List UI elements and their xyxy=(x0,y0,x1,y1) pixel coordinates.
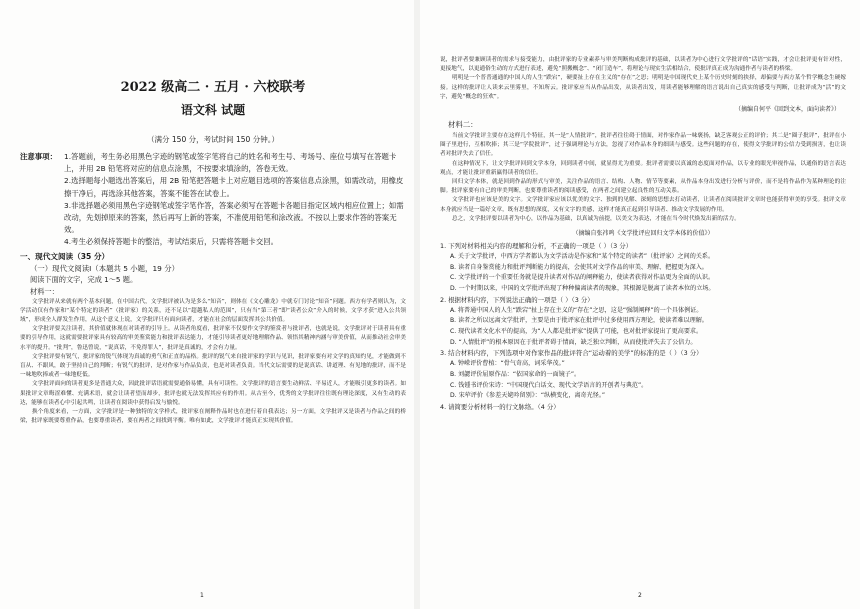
question-option: D. 宋荦评价《参差天姥吟留别》：“纵横变化，离奇光怪。” xyxy=(450,392,606,400)
page-number: 2 xyxy=(638,592,642,599)
question-option: A. 将普通中国人的人生“跌宕”扯上存在主义的“存在”之思，这是“强制阐释”的一个具体例证。 xyxy=(450,306,703,314)
question-stem: 3. 结合材料内容，下列选项中对作家作品的批评符合“运动着的美学”的标准的是（ ）（3 分） xyxy=(440,349,703,358)
page-two xyxy=(420,0,860,609)
material-two-paragraph: 总之，文学批评要以读者为中心，以作品为基础，以真诚为前提，以美文为表达，才能在当今时代焕发出新的活力。 xyxy=(452,215,740,222)
material-one-paragraph: 文学批评面向的读者更多是普通大众，因此批评话语就需要通俗易懂，具有可读性。文学批评的语言要生动鲜活、平易近人，才能吸引更多的读者。如果批评文章晦涩难懂、充满术语，就会让读者望而却步，批评也就无法发挥其应有的作用。从古至今，优秀的文学批评往往既有理论深度，又有生动的表达，能够在读者心中引起共鸣，让读者在阅读中获得启发与愉悦。 xyxy=(20,381,406,406)
note-item: 1.答题前，考生务必用黑色字迹的钢笔或签字笔将自己的姓名和考生号、考场号、座位号填写在答题卡上，并用 2B 铅笔将对应的信息点涂黑，不按要求填涂的，答卷无效。 xyxy=(64,152,397,174)
question-option: C. 现代读者文化水平的提高，为“人人都是批评家”提供了可能，也对批评家提出了更高要求。 xyxy=(450,328,703,336)
section-heading: 一、现代文阅读（35 分） xyxy=(20,251,110,261)
question-block xyxy=(440,241,846,413)
material-one-paragraph: 说，批评者要兼顾读者的需求与接受能力，由批评家的专业素养与审美判断构成批评的基础，以读者为中心进行文学批评的“话语”实践，才会让批评更有针对性，更接地气，以更通俗生动的方式进行表述，避免“照搬概念”、“闭门造车”，将理论与现实生活相结合，使批评真正成为沟通作者与读者的桥梁。 xyxy=(440,57,846,73)
score-line: （满分 150 分，考试时间 150 分钟。） xyxy=(147,135,279,144)
question-option: C. 钱锺书评价宋诗：“中国现代白话文、现代文学语言的开创者与典范”。 xyxy=(450,381,648,389)
question-option: C. 文学批评的一个重要任务就是提升读者对作品的阐释能力，使读者获得对作品更为全面的认识。 xyxy=(450,274,715,282)
material-one-paragraph: 文学批评要关注读者，其价值就体现在对读者的引导上。从读者角度看，批评家不仅要作文学的鉴赏者与批评者，也就是说，文学批评对于读者具有重要的引导作用，这就需要批评家具有较高的审美鉴赏能力和批评表达能力，才能引导读者更好地理解作品、领悟其精神内涵与审美价值，从而推动社会审美水平的提升。“批判”，鲁迅曾说，“说真话，不免得罪人”，批评是真诚的，才会有力量。 xyxy=(20,326,406,351)
material-one-paragraph: 文学批评要有锐气，批评家的锐气体现为真诚的勇气和正直的品格。批评的锐气来自批评家的学识与见识，批评家要有对文学的真知灼见，才能做到不盲从、不跟风，敢于坚持自己的判断；有锐气的批评，是对作家与作品负责，也是对读者负责。当代文坛需要的是说真话、讲道理、有见地的批评，而不是一味地吹捧或者一味地贬低。 xyxy=(20,353,406,379)
question-option: B. 读者之所以远离文学批评，主要是由于批评家在批评中过多使用西方理论，使读者难以理解。 xyxy=(450,317,708,325)
notes-block xyxy=(20,151,406,249)
reading-instruction: 阅读下面的文字，完成 1～5 题。 xyxy=(30,274,138,284)
exam-title: 2022 级高二 · 五月 · 六校联考 xyxy=(120,80,306,95)
question-option: B. 读者自身鉴赏能力和批评判断能力的提高，会使其对文学作品的审美、理解、把握更为深入。 xyxy=(450,263,708,271)
subject-title: 语文科 试题 xyxy=(180,103,246,117)
page-one xyxy=(0,0,414,609)
material-two-paragraph: 回归文学本体，就是回到作品的形式与审美，关注作品的语言、结构、人物、情节等要素，从作品本身出发进行分析与评价，而不是将作品作为某种理论的注脚。批评家要有自己的审美判断，也要尊重读者的阅读感受，在两者之间建立起良性的互动关系。 xyxy=(440,179,846,195)
question-option: D. 一个时期以来，中国的文学批评出现了种种偏离读者的现象，其根源是脱离了读者本位的立场。 xyxy=(450,285,715,293)
subsection-heading: （一）现代文阅读Ⅰ（本题共 5 小题，19 分） xyxy=(30,263,179,273)
question-option: A. 关于文学批评，中西方学者都认为文学活动是作家和“某个特定的读者”（批评家）之间的关系。 xyxy=(450,253,715,261)
question-option: A. 钟嵘评价曹植：“骨气奇高，词采华茂。” xyxy=(450,360,565,368)
material-one-paragraph: 明明是一个普普通通的中国人的人生“跌宕”，硬要扯上存在主义的“存在”之思；明明是中国现代史上某个历史时刻的抉择，却偏要与西方某个哲学概念生硬嫁接。这样的批评让人读来云里雾里，不知所云。批评家应当从作品出发，从读者出发，用读者能够理解的语言说出自己真实的感受与判断，让批评成为“活”的文字，避免“概念的狂欢”。 xyxy=(440,75,846,100)
material-two-paragraph: 在这种情况下，让文学批评回到文学本身，回到读者中间，就显得尤为重要。批评者需要以真诚的态度面对作品，以专业的眼光审视作品，以通俗的语言表达观点，才能让批评重新赢得读者的信任。 xyxy=(440,160,846,176)
material-two-label: 材料二： xyxy=(448,120,478,130)
note-item: 3.非选择题必须用黑色字迹钢笔或签字笔作答，答案必须写在答题卡各题目指定区域内相应位置上；如需改动，先划掉原来的答案，然后再写上新的答案，不准使用铅笔和涂改液。不按以上要求作答的答案无效。 xyxy=(64,200,404,235)
question-option: D. “人情批评”的根本原因在于批评者碍于情面，缺乏独立判断，从而使批评失去了公信力。 xyxy=(450,338,697,346)
question-stem: 2. 根据材料内容，下列说法正确的一项是（ ）（3 分） xyxy=(440,295,594,304)
note-item: 4.考生必须保持答题卡的整洁，考试结束后，只需将答题卡交回。 xyxy=(64,237,278,247)
page-number: 1 xyxy=(200,592,204,599)
notes-heading: 注意事项： xyxy=(20,152,57,161)
material-one-paragraph: 换个角度来看，一方面，文学批评是一种独特的文学样式，批评家在阐释作品时也在进行着自我表达；另一方面，文学批评又是读者与作品之间的桥梁，批评家既要尊重作品，也要尊重读者，要在两者之间找到平衡。唯有如此，文学批评才能真正实现其价值。 xyxy=(20,409,406,425)
source-citation: （摘编自张祎鸣《文学批评应回归文学本体的价值》） xyxy=(572,230,714,238)
question-option: B. 刘勰评价屈原作品：“依国家命的一面镜子”。 xyxy=(450,371,581,378)
question-stem: 1. 下列对材料相关内容的理解和分析，不正确的一项是（ ）（3 分） xyxy=(440,242,632,251)
material-two-paragraph: 当前文学批评主要存在这样几个特征，其一是“人情批评”，批评者往往碍于情面，对作家作品一味褒扬，缺乏客观公正的评价；其二是“圈子批评”，批评在小圈子里进行，互相吹捧；其三是“学院批评”，过于强调理论与方法，忽视了对作品本身的细读与感受。这些问题的存在，使得文学批评的公信力受到损害，也让读者对批评失去了信任。 xyxy=(440,133,846,158)
material-one-paragraph: 文学批评从来就有两个基本问题，在中国古代，文学批评被认为是多么“知音”，则体在《文心雕龙》中就专门讨论“知音”问题。西方有学者则认为，文学活动仅有作家和“某个特定的读者”（批评家）的关系，还不足以“超越私人的范围”，只有当“第三者”即“读者公众”介入的时候，文学才获“进入公共领域”，形成全人群发生作用，从这个意义上说，文学批评只有面向读者，才能在社会的层面发挥其公共价值。 xyxy=(20,298,406,324)
question-stem: 4. 请简要分析材料一的行文脉络。（4 分） xyxy=(440,402,560,411)
source-citation: （摘编自何平《回到文本，面向读者》） xyxy=(734,106,840,114)
material-two-paragraph: 文学批评也应该是美的文字。文学批评家应该以优美的文字、独到的见解、深刻的思想去打动读者，让读者在阅读批评文章时也能获得审美的享受。批评文章本身就应当是一篇好文章，既有思想的深度，又有文字的美感，这样才能真正起到引导读者、推动文学发展的作用。 xyxy=(440,197,846,213)
note-item: 2.选择题每小题选出答案后，用 2B 铅笔把答题卡上对应题目选项的答案信息点涂黑，如需改动，用橡皮擦干净后，再选涂其他答案，答案不能答在试卷上。 xyxy=(64,176,404,198)
material-one-label: 材料一： xyxy=(30,286,59,296)
